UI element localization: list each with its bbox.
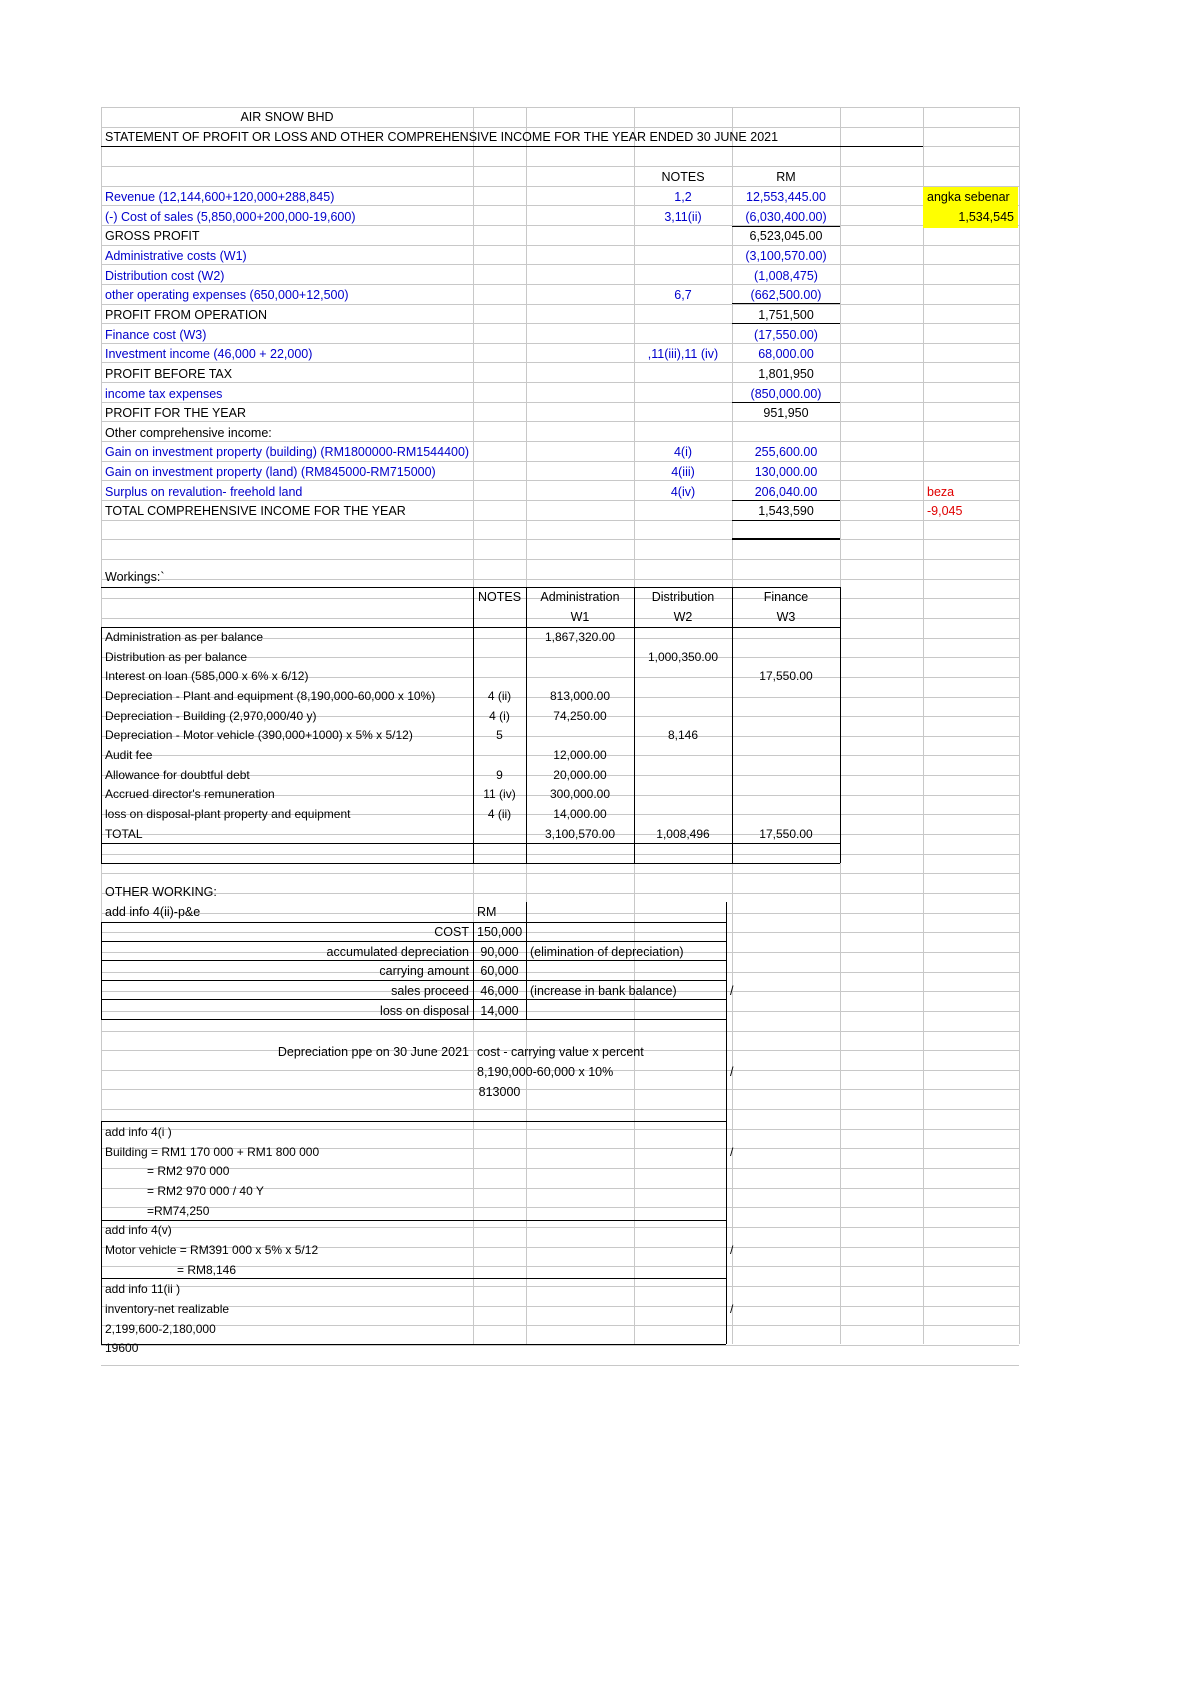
info-line: [101, 1201, 1116, 1222]
workings-dist: [634, 745, 732, 766]
statement-label: income tax expenses: [105, 386, 223, 401]
statement-notes: 4(iii): [671, 465, 695, 480]
statement-row: [101, 207, 1116, 228]
grid-row-line: [101, 873, 1019, 874]
workings-notes: 4 (ii): [487, 806, 512, 821]
disposal-note: [526, 961, 726, 982]
info-line: [101, 1220, 1116, 1241]
depreciation-result: 813000: [478, 1085, 521, 1099]
workings-row: [101, 804, 1116, 825]
disposal-value: 46,000: [480, 983, 519, 998]
statement-amount: 206,040.00: [754, 484, 818, 499]
workings-fin: [732, 784, 840, 805]
other-working-title: OTHER WORKING:: [105, 885, 217, 899]
statement-row: [101, 384, 1116, 405]
disposal-label: loss on disposal: [380, 1003, 469, 1018]
workings-row: [101, 745, 1116, 766]
statement-notes: 6,7: [674, 288, 692, 303]
disposal-row: [101, 981, 1116, 1002]
grid-row-line: [101, 854, 1019, 855]
workings-fin-header: Finance: [763, 590, 809, 604]
workings-fin: [732, 627, 840, 648]
info-line-tick: /: [730, 1301, 734, 1316]
workings-admin: [526, 647, 634, 668]
workings-row: [101, 824, 1116, 845]
workings-notes: 4 (i): [489, 708, 510, 723]
workings-row: [101, 666, 1116, 687]
info-line: [101, 1142, 1116, 1163]
info-line-text: = RM2 970 000: [147, 1164, 230, 1179]
workings-notes: [473, 647, 526, 668]
statement-amount: 68,000.00: [758, 347, 814, 362]
workings-admin: 20,000.00: [553, 767, 607, 782]
statement-label: Administrative costs (W1): [105, 248, 247, 263]
statement-notes: [634, 226, 732, 247]
statement-label: Revenue (12,144,600+120,000+288,845): [105, 190, 335, 204]
info-line: [101, 1299, 1116, 1320]
statement-title: STATEMENT OF PROFIT OR LOSS AND OTHER COMPREHENSIVE INCOME FOR THE YEAR ENDED 30 JUNE 2021: [105, 130, 779, 144]
workings-row: [101, 765, 1116, 786]
depreciation-row: [101, 1042, 1116, 1063]
statement-row: [101, 285, 1116, 306]
workings-label: TOTAL: [105, 826, 143, 841]
statement-amount: (1,008,475): [754, 268, 818, 283]
workings-dist: [634, 706, 732, 727]
workings-dist-header: Distribution: [651, 590, 715, 604]
statement-row: [101, 364, 1116, 385]
statement-amount: (3,100,570.00): [745, 248, 827, 263]
disposal-label: sales proceed: [391, 983, 469, 998]
statement-amount: 951,950: [763, 406, 809, 421]
statement-notes: [634, 364, 732, 385]
statement-row: [101, 187, 1116, 208]
w2-label: W2: [673, 610, 693, 624]
statement-row: [101, 246, 1116, 267]
workings-admin: 300,000.00: [549, 787, 611, 802]
statement-amount: 1,751,500: [758, 307, 814, 322]
cell-border: [732, 538, 840, 540]
statement-notes: [634, 403, 732, 424]
disposal-note: (increase in bank balance): [530, 983, 677, 998]
workings-admin: 813,000.00: [549, 688, 611, 703]
statement-label: Investment income (46,000 + 22,000): [105, 347, 313, 362]
disposal-label: COST: [434, 925, 469, 939]
statement-amount: 1,543,590: [758, 504, 814, 519]
statement-amount: (6,030,400.00): [745, 209, 827, 224]
disposal-note: [526, 922, 726, 943]
workings-notes: 5: [496, 728, 503, 743]
statement-row: [101, 423, 1116, 444]
workings-dist: [634, 666, 732, 687]
statement-row: [101, 482, 1116, 503]
title-row: [101, 127, 1116, 148]
info-line-text: add info 4(i ): [105, 1125, 172, 1139]
statement-notes: [634, 501, 732, 522]
info-line-tick: /: [730, 1144, 734, 1159]
statement-row: [101, 305, 1116, 326]
workings-admin: 14,000.00: [553, 806, 607, 821]
disposal-note: [526, 1001, 726, 1022]
workings-fin: [732, 686, 840, 707]
workings-notes-header: NOTES: [477, 590, 522, 604]
disposal-row: [101, 961, 1116, 982]
disposal-tick: /: [730, 983, 734, 998]
statement-notes: ,11(iii),11 (iv): [647, 347, 719, 362]
workings-fin: 17,550.00: [759, 669, 813, 684]
statement-side-note: beza: [927, 484, 955, 499]
workings-fin: [732, 706, 840, 727]
grid-row-line: [101, 1031, 1019, 1032]
workings-fin: [732, 745, 840, 766]
disposal-value: 150,000: [477, 925, 523, 939]
workings-label: Depreciation - Motor vehicle (390,000+1000) x 5% x 5/12): [105, 728, 413, 743]
notes-header: NOTES: [661, 170, 705, 184]
statement-amount: (662,500.00): [750, 288, 822, 303]
info-line: [101, 1319, 1116, 1340]
workings-notes: [473, 627, 526, 648]
ppe-rm-label: RM: [477, 905, 497, 919]
workings-label: Administration as per balance: [105, 630, 264, 644]
other-working-title-row: [101, 882, 1116, 903]
workings-label: Distribution as per balance: [105, 649, 248, 664]
statement-label: (-) Cost of sales (5,850,000+200,000-19,600): [105, 209, 356, 224]
grid-row-line: [101, 559, 1019, 560]
info-line: [101, 1260, 1116, 1281]
workings-notes: [473, 666, 526, 687]
disposal-row: [101, 922, 1116, 943]
disposal-row: [101, 1001, 1116, 1022]
info-line-text: 19600: [105, 1341, 139, 1356]
statement-row: [101, 462, 1116, 483]
statement-amount: 6,523,045.00: [749, 229, 823, 244]
statement-notes: 3,11(ii): [664, 209, 702, 224]
workings-label: Interest on loan (585,000 x 6% x 6/12): [105, 669, 309, 684]
statement-notes: 1,2: [674, 190, 692, 204]
workings-dist: 8,146: [667, 728, 699, 743]
workings-notes: 9: [496, 767, 503, 782]
workings-admin-header: Administration: [540, 590, 620, 604]
workings-header-row: [101, 587, 1116, 608]
statement-row: [101, 403, 1116, 424]
info-line-text: inventory-net realizable: [105, 1301, 230, 1316]
disposal-value: 60,000: [480, 964, 519, 979]
workings-label: loss on disposal-plant property and equipment: [105, 806, 351, 821]
workings-dist: 1,000,350.00: [647, 649, 719, 664]
company-row: [101, 107, 1116, 128]
statement-label: TOTAL COMPREHENSIVE INCOME FOR THE YEAR: [105, 504, 406, 519]
workings-label: Audit fee: [105, 747, 153, 762]
statement-label: other operating expenses (650,000+12,500): [105, 288, 349, 303]
workings-admin: 3,100,570.00: [544, 826, 616, 841]
workings-row: [101, 725, 1116, 746]
statement-label: GROSS PROFIT: [105, 229, 200, 244]
workings-label: Allowance for doubtful debt: [105, 767, 250, 782]
statement-row: [101, 442, 1116, 463]
workings-fin: [732, 765, 840, 786]
info-line-text: = RM8,146: [177, 1262, 237, 1277]
workings-fin: [732, 804, 840, 825]
workings-dist: 1,008,496: [656, 826, 710, 841]
statement-notes: [634, 423, 732, 444]
grid-row-line: [101, 1365, 1019, 1366]
statement-side-note: 1,534,545: [923, 207, 1018, 228]
workings-fin: [732, 647, 840, 668]
workings-label: Depreciation - Plant and equipment (8,190,000-60,000 x 10%): [105, 688, 436, 703]
workings-row: [101, 784, 1116, 805]
depreciation-result-row: [101, 1082, 1116, 1103]
statement-label: Gain on investment property (land) (RM845000-RM715000): [105, 465, 436, 480]
depreciation-calc-row: [101, 1062, 1116, 1083]
disposal-row: [101, 942, 1116, 963]
statement-row: [101, 501, 1116, 522]
depreciation-formula: cost - carrying value x percent: [477, 1045, 644, 1059]
info-line-text: Building = RM1 170 000 + RM1 800 000: [105, 1144, 320, 1159]
grid-row-line: [101, 1109, 1019, 1110]
statement-amount: 130,000.00: [754, 465, 818, 480]
info-line: [101, 1240, 1116, 1261]
info-line: [101, 1161, 1116, 1182]
w1-label: W1: [570, 610, 590, 624]
depreciation-tick: /: [730, 1065, 734, 1079]
info-line-text: =RM74,250: [147, 1203, 210, 1218]
workings-fin: [732, 725, 840, 746]
workings-notes: 4 (ii): [487, 688, 512, 703]
info-line-tick: /: [730, 1242, 734, 1257]
statement-label: Distribution cost (W2): [105, 268, 225, 283]
statement-side-note: -9,045: [927, 504, 963, 519]
workings-notes: 11 (iv): [483, 787, 516, 802]
statement-amount: 1,801,950: [758, 366, 814, 381]
info-line: [101, 1181, 1116, 1202]
statement-side-note: angka sebenar: [923, 187, 1018, 208]
w3-label: W3: [776, 610, 796, 624]
statement-label: PROFIT FOR THE YEAR: [105, 406, 246, 421]
workings-sub-header-row: [101, 607, 1116, 628]
workings-title-row: [101, 567, 1116, 588]
info-line-text: 2,199,600-2,180,000: [105, 1321, 216, 1336]
workings-dist: [634, 686, 732, 707]
disposal-note: (elimination of depreciation): [530, 944, 684, 959]
statement-notes: [634, 266, 732, 287]
workings-row: [101, 647, 1116, 668]
statement-row: [101, 325, 1116, 346]
statement-amount: (17,550.00): [754, 327, 818, 342]
info-line: [101, 1122, 1116, 1143]
column-header-row: [101, 167, 1116, 188]
statement-label: PROFIT BEFORE TAX: [105, 366, 233, 381]
workings-admin: 74,250.00: [553, 708, 607, 723]
workings-dist: [634, 627, 732, 648]
workings-dist: [634, 765, 732, 786]
statement-row: [101, 344, 1116, 365]
info-line-text: add info 11(ii ): [105, 1282, 181, 1297]
company-name: AIR SNOW BHD: [240, 110, 334, 124]
ppe-info-row: [101, 902, 1116, 923]
workings-row: [101, 627, 1116, 648]
statement-amount: 255,600.00: [754, 445, 818, 460]
statement-notes: [634, 246, 732, 267]
workings-label: Depreciation - Building (2,970,000/40 y): [105, 708, 317, 723]
grid-row-line: [101, 539, 1019, 540]
statement-notes: [634, 325, 732, 346]
workings-admin: [526, 666, 634, 687]
workings-admin: 12,000.00: [553, 747, 607, 762]
info-line: [101, 1279, 1116, 1300]
depreciation-calc: 8,190,000-60,000 x 10%: [477, 1065, 614, 1079]
disposal-value: 90,000: [480, 944, 519, 959]
disposal-label: accumulated depreciation: [326, 944, 469, 959]
workings-notes: [473, 745, 526, 766]
workings-label: Accrued director's remuneration: [105, 787, 275, 802]
statement-amount: (850,000.00): [750, 386, 822, 401]
workings-admin: [526, 725, 634, 746]
info-line: [101, 1338, 1116, 1359]
workings-row: [101, 706, 1116, 727]
statement-label: Gain on investment property (building) (RM1800000-RM1544400): [105, 445, 470, 460]
statement-label: Other comprehensive income:: [105, 425, 272, 440]
statement-notes: [634, 305, 732, 326]
statement-notes: [634, 384, 732, 405]
workings-title: Workings:`: [105, 570, 165, 584]
statement-notes: 4(i): [673, 445, 693, 460]
statement-row: [101, 226, 1116, 247]
statement-notes: 4(iv): [670, 484, 696, 499]
workings-fin: 17,550.00: [759, 826, 813, 841]
disposal-value: 14,000: [480, 1003, 519, 1018]
rm-header: RM: [776, 170, 796, 184]
statement-amount: [732, 423, 840, 444]
info-line-text: = RM2 970 000 / 40 Y: [147, 1183, 264, 1198]
workings-row: [101, 686, 1116, 707]
workings-notes: [473, 824, 526, 845]
ppe-info-label: add info 4(ii)-p&e: [105, 905, 201, 919]
workings-admin: 1,867,320.00: [544, 630, 616, 644]
info-line-text: Motor vehicle = RM391 000 x 5% x 5/12: [105, 1242, 319, 1257]
workings-dist: [634, 804, 732, 825]
statement-label: Surplus on revalution- freehold land: [105, 484, 303, 499]
statement-amount: 12,553,445.00: [746, 190, 826, 204]
statement-label: PROFIT FROM OPERATION: [105, 307, 268, 322]
info-line-text: add info 4(v): [105, 1223, 172, 1238]
depreciation-label: Depreciation ppe on 30 June 2021: [277, 1045, 469, 1059]
workings-dist: [634, 784, 732, 805]
cell-border: [101, 863, 840, 864]
disposal-label: carrying amount: [379, 964, 469, 979]
statement-label: Finance cost (W3): [105, 327, 207, 342]
statement-row: [101, 266, 1116, 287]
